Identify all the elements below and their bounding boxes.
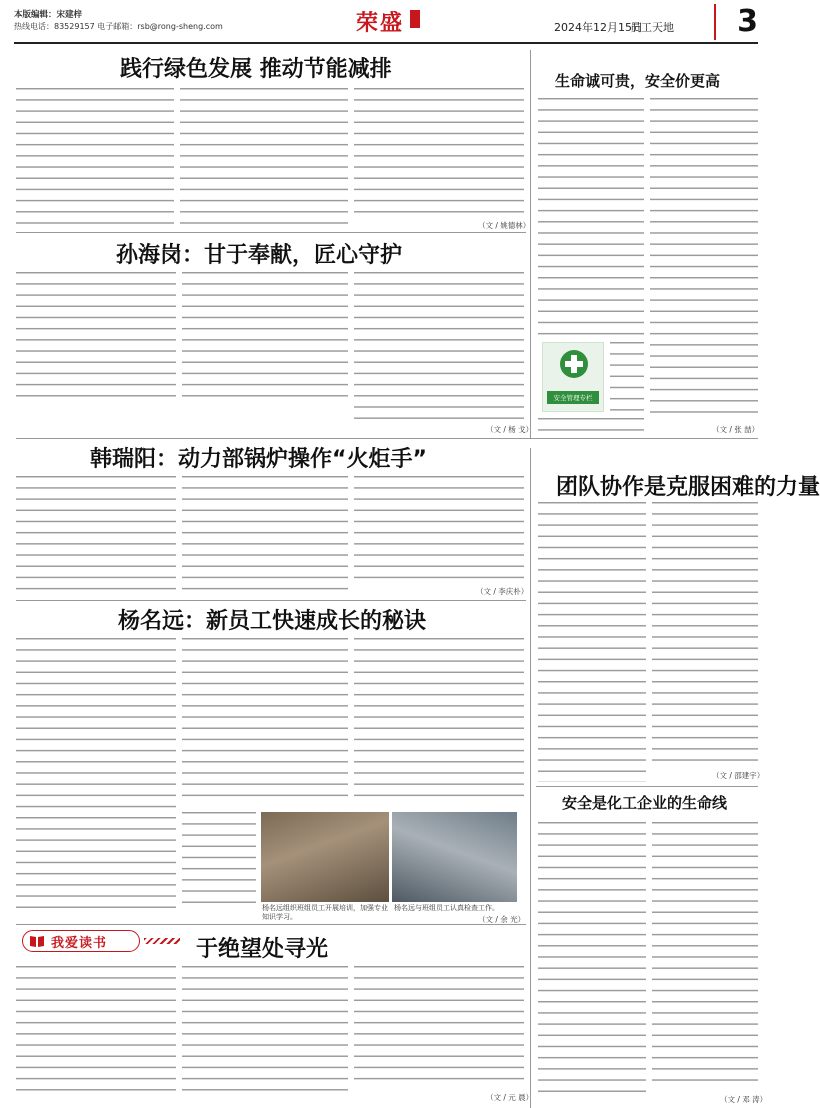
article-title-green-development: 践行绿色发展 推动节能减排 <box>120 57 392 82</box>
photo-training <box>261 812 389 902</box>
photo-caption-right: 杨名远与班组员工认真检查工作。 <box>394 904 499 912</box>
article-author: （文 / 姚德林） <box>478 221 531 230</box>
masthead-rule <box>14 42 758 44</box>
column-divider <box>530 50 531 438</box>
badge-label: 安全管理专栏 <box>547 391 599 404</box>
article-title-han-ruiyang: 韩瑞阳：动力部锅炉操作“火炬手” <box>90 447 427 472</box>
book-column-label: 我爱读书 <box>51 936 108 951</box>
newspaper-logo: 荣盛 <box>356 10 405 36</box>
divider <box>16 600 526 601</box>
article-title-light-in-despair: 于绝望处寻光 <box>196 937 329 962</box>
section-name: 员工天地 <box>630 21 674 34</box>
safety-cross-icon <box>559 349 589 379</box>
article-author: （文 / 元 晨） <box>486 1093 534 1102</box>
article-body-col2 <box>182 966 348 1100</box>
article-author: （文 / 李庆朴） <box>476 587 529 596</box>
article-body-col1 <box>16 476 176 594</box>
logo-seal-icon <box>410 10 420 28</box>
article-body-col2 <box>652 822 758 1090</box>
article-title-teamwork: 团队协作是克服困难的力量 <box>556 475 820 500</box>
article-body-col1 <box>538 98 644 338</box>
article-title-sun-haigang: 孙海岗：甘于奉献，匠心守护 <box>116 243 403 268</box>
divider <box>16 232 526 233</box>
article-body-col2 <box>182 638 348 804</box>
article-body-col1 <box>16 88 174 228</box>
editor-line: 本版编辑：宋建梓 <box>14 10 83 20</box>
article-title-chemical-safety: 安全是化工企业的生命线 <box>562 794 728 812</box>
article-author: （文 / 余 光） <box>478 915 526 924</box>
article-body-col3 <box>354 88 524 220</box>
column-divider <box>530 448 531 1108</box>
article-author: （文 / 邓 涛） <box>720 1095 768 1104</box>
article-body-col1 <box>538 502 646 782</box>
banner-stripe <box>144 938 180 944</box>
article-body-col3 <box>354 638 524 804</box>
article-body-col2 <box>652 502 758 762</box>
article-title-safety-value: 生命诚可贵，安全价更高 <box>555 72 721 90</box>
article-author: （文 / 张 喆） <box>712 425 760 434</box>
article-body-col1 <box>538 822 646 1100</box>
hotline: 热线电话：83529157 电子邮箱：rsb@rong-sheng.com <box>14 22 223 31</box>
article-body-col2 <box>180 88 348 228</box>
article-body-col3 <box>354 476 524 580</box>
article-body-col1b <box>610 342 644 412</box>
book-column-banner <box>14 924 180 958</box>
page-number: 3 <box>714 4 758 40</box>
article-body-col1 <box>16 272 176 402</box>
masthead <box>14 6 758 42</box>
divider <box>16 438 758 439</box>
article-author: （文 / 杨 戈） <box>486 425 534 434</box>
masthead-info <box>14 10 223 32</box>
article-body-col3 <box>354 966 524 1088</box>
photo-caption-left: 杨名远组织班组员工开展培训，加强专业知识学习。 <box>262 904 388 921</box>
divider <box>536 786 758 787</box>
article-body-col2b <box>182 812 256 908</box>
article-body-col2 <box>650 98 758 418</box>
issue-date: 2024年12月15日 <box>554 21 643 34</box>
safety-column-badge <box>542 342 604 412</box>
photo-inspection <box>392 812 517 902</box>
article-body-col2 <box>182 272 348 402</box>
article-body-col2 <box>182 476 348 594</box>
article-title-yang-mingyuan: 杨名远：新员工快速成长的秘诀 <box>118 609 427 634</box>
article-body-col1 <box>16 966 176 1100</box>
book-pill <box>22 930 140 952</box>
article-body-col3 <box>354 272 524 422</box>
article-body-col1c <box>538 418 644 434</box>
open-book-icon <box>29 934 45 948</box>
article-author: （文 / 邵建宇） <box>712 771 765 780</box>
article-body-col1 <box>16 638 176 910</box>
